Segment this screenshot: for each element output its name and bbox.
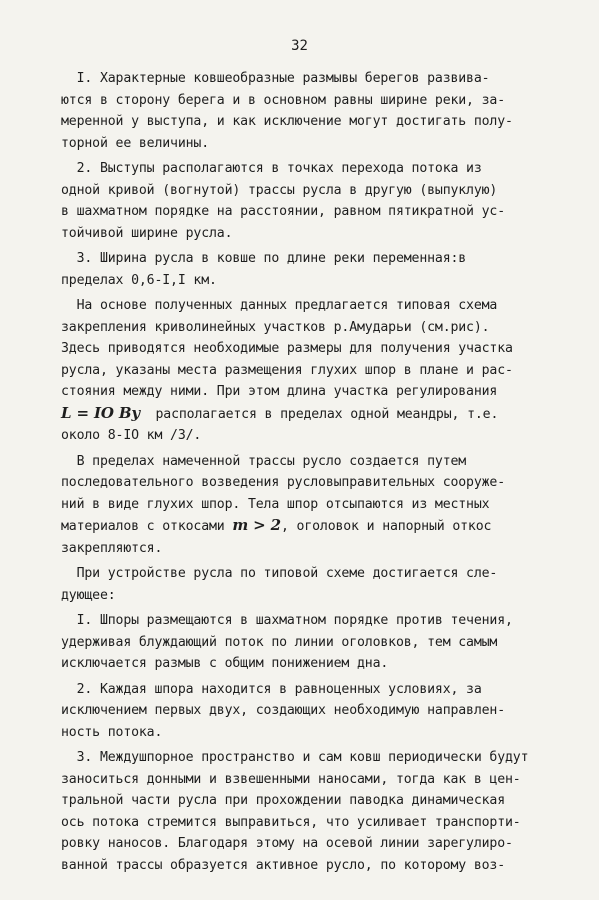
text-line: около 8-IO км /3/. [61,428,202,443]
text-line: 3. Ширина русла в ковше по длине реки переменная:в [61,251,467,266]
paragraph [61,563,561,606]
text-line: В пределах намеченной трассы русло создается путем [61,453,467,469]
text-line: ось потока стремится выправиться, что усиливает транспорти- [61,814,521,830]
text-line: заноситься донными и взвешенными наносами, тогда как в цен- [61,771,521,787]
slope-line [61,515,561,538]
text-line: ность потока. [61,724,163,740]
text-line: При устройстве русла по типовой схеме достигается сле- [61,566,498,581]
text-line: На основе полученных данных предлагается типовая схема [61,298,498,313]
text-line: 3. Междушпорное пространство и сам ковш периодически будут [61,750,529,765]
slope-line-before: материалов с откосами [61,519,233,534]
text-line: закрепляются. [61,540,163,556]
text-line: торной ее величины. [61,135,210,151]
text-line: одной кривой (вогнутой) трассы русла в другую (выпуклую) [61,182,498,198]
text-line: ровку наносов. Благодаря этому на осевой линии зарегулиро- [61,836,513,851]
text-line: тральной части русла при прохождении паводка динамическая [61,793,506,808]
paragraph [61,295,561,447]
text-line: удерживая блуждающий поток по линии оголовков, тем самым [61,634,498,650]
formula-line [61,403,561,426]
slope-formula: m > 2 [232,516,281,534]
page-number: 32 [291,38,308,54]
text-line: I. Шпоры размещаются в шахматном порядке против течения, [61,613,513,628]
text-line: дующее: [61,587,116,603]
text-line: I. Характерные ковшеобразные размывы берегов развива- [61,71,490,86]
text-line: в шахматном порядке на расстоянии, равном пятикратной ус- [61,204,506,219]
paragraph [61,451,561,560]
text-line: ванной трассы образуется активное русло, по которому воз- [61,857,506,873]
paragraph [61,747,561,876]
text-line: русла, указаны места размещения глухих шпор в плане и рас- [61,362,513,378]
regulation-length-formula: L = IO By [61,403,140,422]
text-line: 2. Выступы располагаются в точках перехода потока из [61,161,482,176]
text-line: исключается размыв с общим понижением дна. [61,656,389,671]
text-line: пределах 0,6-I,I км. [61,272,217,288]
text-line: меренной у выступа, и как исключение могут достигать полу- [61,114,513,129]
slope-line-after: , оголовок и напорный откос [280,519,492,534]
text-line: ний в виде глухих шпор. Тела шпор отсыпаются из местных [61,496,490,512]
text-line: закрепления криволинейных участков р.Амударьи (см.рис). [61,319,490,335]
body-text [61,68,561,880]
text-line: стояния между ними. При этом длина участка регулирования [61,384,498,399]
paragraph [61,610,561,675]
paragraph [61,679,561,744]
text-line: последовательного возведения русловыправительных сооруже- [61,475,506,490]
text-line: исключением первых двух, создающих необходимую направлен- [61,703,506,718]
formula-line-text: располагается в пределах одной меандры, т.е. [139,406,499,422]
text-line: тойчивой ширине русла. [61,225,233,241]
text-line: Здесь приводятся необходимые размеры для получения участка [61,341,513,356]
paragraph [61,248,561,291]
text-line: 2. Каждая шпора находится в равноценных условиях, за [61,681,482,697]
text-line: ются в сторону берега и в основном равны ширине реки, за- [61,92,506,108]
paragraph [61,68,561,154]
paragraph [61,158,561,244]
